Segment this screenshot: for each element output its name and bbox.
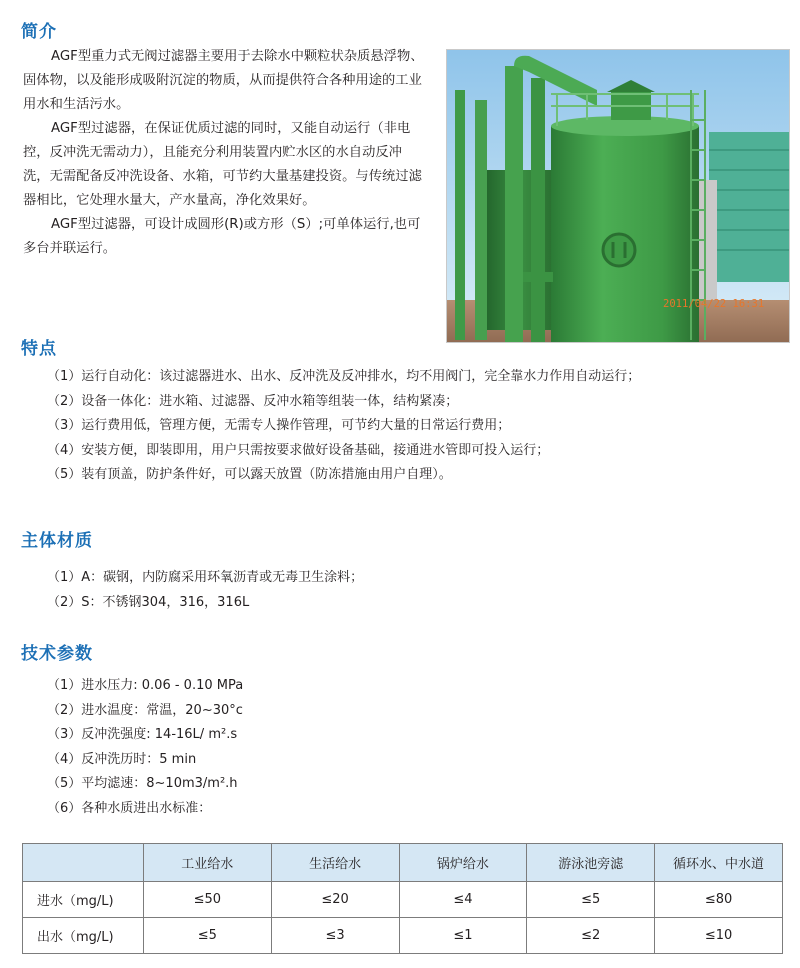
list-item: （1）A：碳钢，内防腐采用环氧沥青或无毒卫生涂料； <box>47 570 364 585</box>
list-item: （3）反冲洗强度: 14-16L/ m².s <box>47 727 238 742</box>
row-header: 进水（mg/L) <box>23 882 144 918</box>
table-cell: ≤50 <box>143 882 271 918</box>
photo-timestamp: 2011/04/22 16:31 <box>663 298 765 310</box>
table-cell: ≤5 <box>527 882 655 918</box>
column-header: 循环水、中水道 <box>655 844 783 882</box>
list-item: （5）装有顶盖，防护条件好，可以露天放置（防冻措施由用户自理）。 <box>47 467 452 482</box>
list-item: （1）运行自动化：该过滤器进水、出水、反冲洗及反冲排水，均不用阀门，完全靠水力作用自动运行； <box>47 369 641 384</box>
table-row <box>23 882 783 918</box>
features-list <box>47 365 640 488</box>
table-cell: ≤10 <box>655 918 783 954</box>
table-corner-cell <box>23 844 144 882</box>
list-item: （4）安装方便，即装即用，用户只需按要求做好设备基础，接通进水管即可投入运行； <box>47 442 550 458</box>
list-item: （2）设备一体化：进水箱、过滤器、反冲水箱等组装一体，结构紧凑； <box>47 393 459 409</box>
list-item: （5）平均滤速：8~10m3/m².h <box>47 776 238 791</box>
column-header: 工业给水 <box>143 844 271 882</box>
intro-paragraph: AGF型过滤器，可设计成圆形(R)或方形（S）;可单体运行,也可多台并联运行。 <box>23 217 421 256</box>
table-cell: ≤4 <box>399 882 527 918</box>
filter-tank-illustration <box>447 50 790 343</box>
table-cell: ≤3 <box>271 918 399 954</box>
table-row <box>23 918 783 954</box>
intro-heading: 简介 <box>21 22 57 42</box>
features-heading: 特点 <box>21 339 57 359</box>
table-cell: ≤1 <box>399 918 527 954</box>
list-item: （2）进水温度：常温，20~30°c <box>47 702 243 718</box>
table-cell: ≤5 <box>143 918 271 954</box>
materials-list <box>47 566 363 615</box>
water-quality-table <box>22 843 783 954</box>
column-header: 锅炉给水 <box>399 844 527 882</box>
list-item: （1）进水压力: 0.06 - 0.10 MPa <box>47 678 244 693</box>
specs-heading: 技术参数 <box>21 644 93 664</box>
intro-text <box>23 45 428 261</box>
materials-heading: 主体材质 <box>21 531 93 551</box>
list-item: （6）各种水质进出水标准： <box>47 800 212 816</box>
column-header: 游泳池旁滤 <box>527 844 655 882</box>
list-item: （3）运行费用低，管理方便，无需专人操作管理，可节约大量的日常运行费用； <box>47 418 511 433</box>
row-header: 出水（mg/L) <box>23 918 144 954</box>
table-cell: ≤80 <box>655 882 783 918</box>
table-cell: ≤2 <box>527 918 655 954</box>
intro-paragraph: AGF型过滤器，在保证优质过滤的同时，又能自动运行（非电控，反冲洗无需动力），且能充分利用装置内贮水区的水自动反冲洗，无需配备反冲洗设备、水箱，可节约大量基建投资。与传统过滤器相比，它处理水量大，产水量高，净化效果好。 <box>23 121 422 208</box>
column-header: 生活给水 <box>271 844 399 882</box>
intro-paragraph: AGF型重力式无阀过滤器主要用于去除水中颗粒状杂质悬浮物、固体物，以及能形成吸附沉淀的物质，从而提供符合各种用途的工业用水和生活污水。 <box>23 49 424 112</box>
table-cell: ≤20 <box>271 882 399 918</box>
filter-tank-photo <box>446 49 790 343</box>
list-item: （2）S：不锈钢304，316，316L <box>47 594 250 610</box>
list-item: （4）反冲洗历时：5 min <box>47 751 197 767</box>
table-header-row <box>23 844 783 882</box>
specs-list <box>47 674 243 821</box>
